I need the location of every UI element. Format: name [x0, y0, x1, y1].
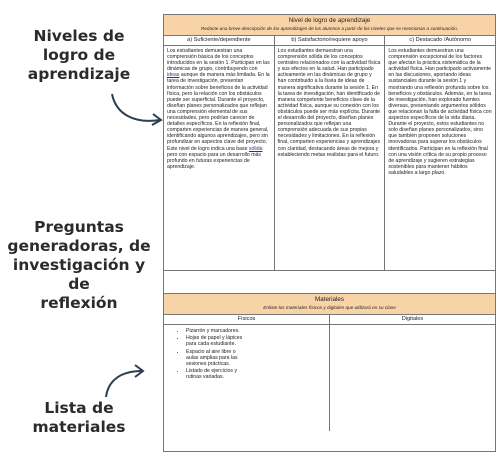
side-label-line: aprendizaje [27, 65, 131, 83]
level-description: Los estudiantes demuestran una comprensión sólida de los conceptos centrales relacionados con la actividad física y sus efectos en la salud. Han participado activamente en las dinámicas de grupo y han contribuido a la lluvia de ideas de manera significativa durante la sesión 1. En la tarea de investigación, han identificado de manera competente beneficios clave de la actividad física, aunque su conexión con los obstáculos puede ser más explícita. Durante el desarrollo del proyecto, diseñan planes personalizados que reflejan una comprensión adecuada de sus propias necesidades y limitaciones. En la reflexión final, comparten experiencias y aprendizajes con claridad, destacando áreas de mejora y estableciendo metas realistas para el futuro. [277, 48, 381, 158]
side-label-line: Preguntas [34, 218, 124, 236]
level-text: pero con espacio para un desarrollo más profundo en futuras experiencias de aprendizaje. [167, 151, 262, 170]
level-description [164, 46, 274, 172]
physical-list [164, 328, 329, 381]
side-label-line: generadoras, de [7, 237, 151, 255]
side-label-niveles [0, 27, 158, 84]
side-label-line: materiales [32, 418, 126, 436]
levels-title: Nivel de logro de aprendizaje [288, 17, 371, 24]
level-link[interactable]: sólida [248, 145, 263, 152]
level-link[interactable]: ideas [167, 72, 180, 79]
list-item [186, 335, 329, 347]
list-item-text: • Espacio al aire libre o aulas amplias para las sesiones prácticas. [186, 348, 238, 368]
materials-columns [164, 315, 495, 325]
level-label: b) Satisfactorio/requiere apoyo [275, 36, 385, 46]
list-item-text: • Listado de ejercicios y rutinas variadas. [186, 368, 238, 381]
materials-subtitle: Enliste los materiales físicos y digitales que utilizará en su clase [263, 305, 396, 310]
level-description: Los estudiantes demuestran una comprensión excepcional de los factores que afectan la práctica sistemática de la actividad física. Han participado activamente en las discusiones, aportando ideas sustanciales durante la sesión 1 y mostrando una reflexión profunda sobre los beneficios y obstáculos. Además, en la tarea de investigación, han explorado fuentes diversas, presentando argumentos sólidos que relacionan la falta de actividad física con aspectos específicos de la vida diaria. Durante el proyecto, estos estudiantes no solo diseñan planes personalizados, sino que también proponen soluciones innovadoras para superar los obstáculos identificados. Participan en la reflexión final con una visión crítica de su propio proceso de aprendizaje y sugieren estrategias sostenibles para mantener hábitos saludables a largo plazo. [388, 48, 492, 176]
lesson-plan-table [163, 14, 496, 452]
column-digital: Digitales [401, 316, 424, 322]
digital-materials [330, 325, 495, 431]
level-text: Los estudiantes demuestran una comprensión básica de los conceptos introducidos en la sesión 1. Participan en las dinámicas de grupo, contribuyendo con [167, 48, 270, 73]
curved-arrow-icon [100, 363, 150, 399]
materials-title: Materiales [314, 296, 345, 303]
side-label-line: logro de [42, 46, 116, 64]
levels-subtitle: Redacte una breve descripción de los aprendizajes de los alumnos a partir de los niveles que se mencionan a continuación. [200, 26, 459, 31]
levels-header [164, 15, 495, 36]
level-satisfactory [275, 36, 386, 270]
list-item-text: • Hojas de papel y lápices para cada estudiante. [186, 335, 243, 348]
physical-materials [164, 325, 330, 431]
level-label: c) Destacado /Autónomo [385, 36, 495, 46]
list-item [186, 368, 329, 380]
curved-arrow-icon [108, 92, 168, 132]
level-text: aunque de manera más limitada. En la tarea de investigación, presentan información sobre beneficios de la actividad física, pero la relación con los obstáculos puede ser superficial. Durante el proyecto, diseñan planes personalizados que reflejan una comprensión elemental de sus necesidades, pero podrían carecer de detalles específicos. En la reflexión final, comparten experiencias de manera general, identificando algunos aprendizajes, pero sin profundizar en aspectos clave del proyecto. Este nivel de logro indica una base [167, 72, 270, 152]
side-label-line: Niveles de [33, 27, 125, 45]
level-label: a) Suficiente/dependiente [164, 36, 274, 46]
side-label-preguntas [0, 218, 158, 313]
side-label-line: reflexión [40, 294, 118, 312]
column-physical: Físicos [164, 315, 330, 324]
list-item [186, 349, 329, 368]
levels-row [164, 36, 495, 271]
side-label-materiales [0, 399, 158, 437]
list-item [186, 328, 329, 334]
level-sufficient [164, 36, 275, 270]
list-item-text: • Pizarrón y marcadores. [186, 328, 240, 334]
level-outstanding [385, 36, 495, 270]
side-label-line: Lista de [44, 399, 114, 417]
side-label-line: investigación y de [12, 256, 146, 293]
materials-body [164, 325, 495, 431]
materials-header [164, 293, 495, 315]
